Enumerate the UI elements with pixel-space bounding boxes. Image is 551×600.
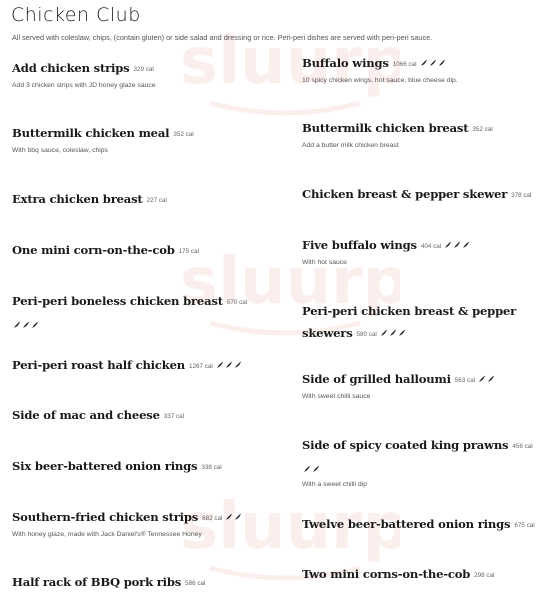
chili-icon [453,234,461,242]
menu-section-title: Chicken Club [11,4,141,26]
chili-rating [380,322,407,341]
item-name: Side of mac and cheese [12,408,160,422]
item-description: With bbq sauce, coleslaw, chips [12,147,108,154]
menu-item [302,52,458,84]
menu-item [12,57,156,89]
menu-item [302,513,535,532]
item-calories: 378 cal [511,192,532,199]
chili-icon [478,368,486,376]
chili-icon [438,52,446,60]
chili-icon [31,314,39,322]
menu-item [12,122,194,154]
chili-icon [398,322,406,330]
chili-rating [13,314,247,333]
item-name: Twelve beer-battered onion rings [302,517,511,531]
item-calories: 337 cal [163,413,185,420]
item-calories: 1267 cal [188,363,213,370]
chili-rating [444,234,471,253]
item-calories: 352 cal [173,131,194,138]
menu-item [12,290,247,333]
item-calories: 1066 cal [392,61,417,68]
item-description: With a sweet chilli dip [302,481,367,488]
menu-item [302,434,533,488]
item-calories: 586 cal [185,580,206,587]
chili-icon [487,368,495,376]
item-description: Add 3 chicken strips with JD honey glaze sauce [12,82,156,89]
menu-item [12,188,167,207]
chili-icon [225,506,233,514]
item-description: With hot sauce [302,259,347,266]
item-name: Six beer-battered onion rings [12,459,198,473]
chili-icon [225,354,233,362]
chili-icon [389,322,397,330]
item-calories: 675 cal [514,522,535,529]
item-name: Extra chicken breast [12,192,143,206]
watermark-text: sluurp [180,25,400,99]
item-name: Peri-peri boneless chicken breast [12,294,223,308]
item-name: Side of grilled halloumi [302,372,451,386]
menu-item [302,234,471,266]
item-description: With sweet chilli sauce [302,393,371,400]
item-calories: 352 cal [472,126,493,133]
chili-icon [420,52,428,60]
item-description: With honey glaze, made with Jack Daniel's® Tennessee Honey [12,531,202,538]
item-name-continued: skewers [302,326,353,340]
chili-icon [312,458,320,466]
chili-icon [216,354,224,362]
watermark-text: sluurp [180,245,400,319]
menu-item [12,404,184,423]
chili-icon [234,506,242,514]
item-name: Side of spicy coated king prawns [302,438,509,452]
chili-icon [234,354,242,362]
chili-rating [303,458,533,477]
menu-item [302,300,516,341]
menu-item [12,455,222,474]
item-name: Two mini corns-on-the-cob [302,567,471,581]
menu-item [302,368,496,400]
chili-rating [420,52,447,71]
item-name: Five buffalo wings [302,238,417,252]
item-name: One mini corn-on-the-cob [12,243,175,257]
item-name: Buttermilk chicken meal [12,126,170,140]
item-calories: 404 cal [420,243,442,250]
item-name: Half rack of BBQ pork ribs [12,575,182,589]
item-calories: 298 cal [474,572,495,579]
chili-icon [303,458,311,466]
menu-item [302,563,494,582]
item-name: Southern-fried chicken strips [12,510,199,524]
item-calories: 682 cal [202,515,223,522]
item-calories: 329 cal [133,66,154,73]
menu-section-note: All served with coleslaw, chips, (contain gluten) or side salad and dressing or rice. Peri-peri dishes are served with peri-peri sauce. [12,33,433,42]
item-name: Buffalo wings [302,56,389,70]
item-name: Buttermilk chicken breast [302,121,469,135]
item-name: Add chicken strips [12,61,130,75]
chili-rating [478,368,496,387]
chili-icon [13,314,21,322]
chili-icon [380,322,388,330]
item-calories: 175 cal [178,248,199,255]
menu-item [12,571,205,590]
item-calories: 570 cal [226,299,248,306]
chili-icon [462,234,470,242]
chili-rating [225,506,243,525]
item-name: Chicken breast & pepper skewer [302,187,508,201]
menu-item [12,506,243,538]
menu-item [302,183,531,202]
chili-icon [22,314,30,322]
item-name: Peri-peri chicken breast & pepper [302,304,517,318]
item-description: 10 spicy chicken wings, hot sauce, blue cheese dip. [302,77,458,84]
menu-item [302,117,493,149]
menu-item [12,354,243,373]
item-name: Peri-peri roast half chicken [12,358,185,372]
menu-item [12,239,199,258]
chili-icon [444,234,452,242]
item-description: Add a butter milk chicken breast [302,142,399,149]
item-calories: 563 cal [454,377,476,384]
item-calories: 338 cal [201,464,222,471]
chili-rating [216,354,243,373]
item-calories: 227 cal [146,197,167,204]
watermark-text: sluurp [180,490,400,564]
chili-icon [429,52,437,60]
item-calories: 456 cal [512,443,533,450]
item-calories: 580 cal [356,331,377,338]
